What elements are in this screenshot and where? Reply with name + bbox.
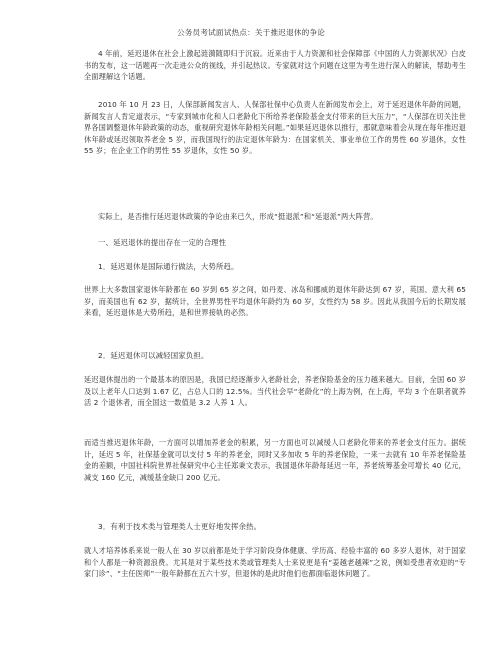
subheading-burden: 2．延迟退休可以减轻国家负担。 [98,351,209,360]
debate-paragraph: 实际上，是否推行延迟退休政策的争论由来已久，形成“挺退派”和“延退派”两大阵营。 [98,212,378,221]
intro-paragraph: 4 年前，延迟退休在社会上激起涟漪随即归于沉寂。近来由于人力资源和社会保障部《中国的人力资源状况》白皮书的发布，这一话题再一次走进公众的视线，并引起热议。专家就对这个问题在这里为考生进行深入的解读，帮助考生全面理解这个话题。 [84,49,466,82]
section-heading-1: 一、延迟退休的提出存在一定的合理性 [98,238,227,247]
subheading-talent: 3．有利于技术类与管理类人士更好地发挥余热。 [98,522,262,531]
document-title: 公务员考试面试热点：关于推迟退休的争论 [176,28,326,37]
talent-paragraph: 就人才培养体系来说一般人在 30 岁以前都是处于学习阶段身体健康、学历高、经验丰富的 60 多岁人退休，对于国家和个人都是一种资源浪费。尤其是对于某些技术类或管理类人士来说更是有“姜越老越辣”之说，例如受患者欢迎的“专家门诊”、“主任医师”一般年龄都在五六十岁，但退休的是此时他们也都面临退休问题了。 [84,546,466,579]
fund-paragraph: 而适当推迟退休年龄，一方面可以增加养老金的积累，另一方面也可以减缓人口老龄化带来的养老金支付压力。据统计，延迟 5 年，社保基金就可以支付 5 年的养老金，同时又多加收 5 年的养老保险，一来一去就有 10 年养老保险基金的差额，中国社科院世界社保研究中心主任郑秉文表示，我国退休年龄每延迟一年，养老统筹基金可增长 40 亿元，减支 160 亿元，减缓基金缺口 200 亿元。 [84,438,466,482]
international-paragraph: 世界上大多数国家退休年龄都在 60 岁到 65 岁之间，如丹麦、冰岛和挪威的退休年龄达到 67 岁，英国、意大利 65 岁，而美国也有 62 岁，据统计，全世界男性平均退休年龄约为 60 岁，女性约为 58 岁。因此从我国今后的长期发展来看，延迟退休是大势所趋，是和世界接轨的必然。 [84,285,466,318]
background-paragraph: 2010 年 10 月 23 日，人保部新闻发言人、人保部社保中心负责人在新闻发布会上，对于延迟退休年龄的问题，新闻发言人肯定道表示，“专家到城市化和人口老龄化下所给养老保险基金支付带来的巨大压力”，“人保部在切关注世界各国调整退休年龄政策的动态，重视研究退休年龄相关问题。”如果延迟退休以推行，那就意味着会从现在每年推迟退休年龄或延迟领取养老金 5 岁，而我国现行的法定退休年龄为：在国家机关、事业单位工作的男性 60 岁退休，女性 55 岁；在企业工作的男性 55 岁退休，女性 50 岁。 [84,100,466,156]
burden-paragraph: 延迟退休提出的一个最基本的原因是，我国已经逐渐步入老龄社会，养老保险基金的压力越来越大。目前，全国 60 岁及以上老年人口达到 1.67 亿，占总人口的 12.5%。当代社会早“老龄化”的上海为例，在上海，平均 3 个在职者就养活 2 个退休者，而全国这一数值是 3.2 人养 1 人。 [84,375,466,408]
subheading-international: 1．延迟退休是国际通行做法，大势所趋。 [98,262,239,271]
